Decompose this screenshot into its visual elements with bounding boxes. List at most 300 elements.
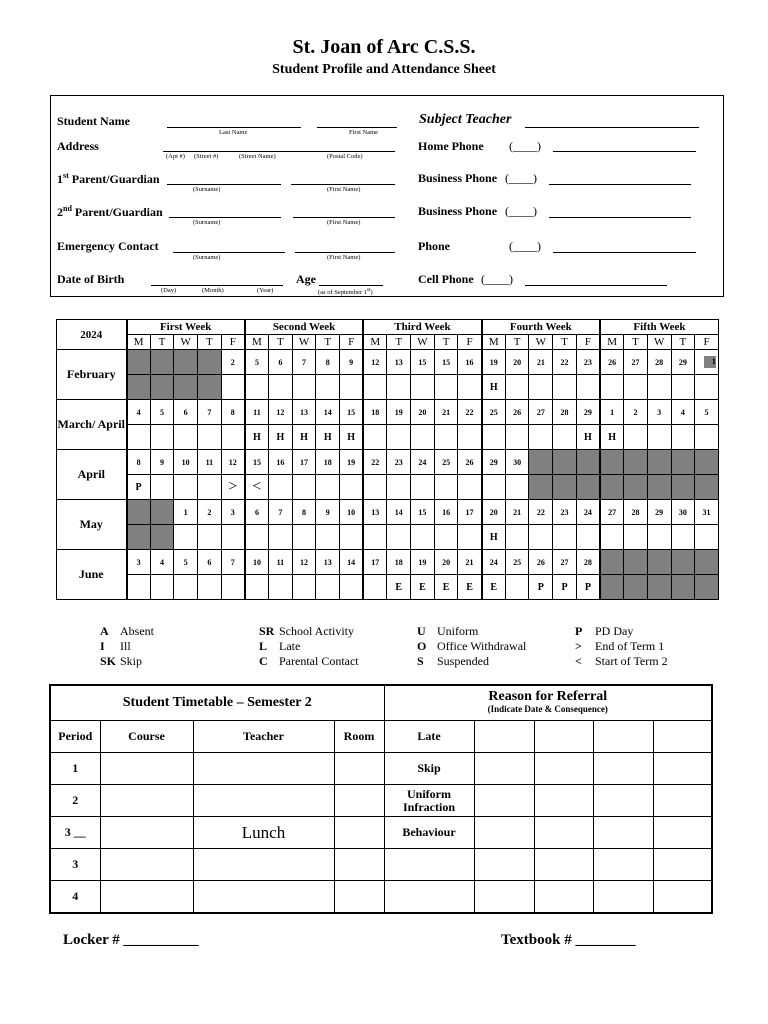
date-cell: 3 bbox=[221, 500, 245, 525]
attendance-mark-cell[interactable] bbox=[576, 475, 600, 500]
referral-cell[interactable] bbox=[593, 721, 653, 753]
attendance-mark-cell[interactable] bbox=[174, 525, 198, 550]
attendance-mark-cell[interactable] bbox=[529, 425, 553, 450]
address-field[interactable] bbox=[163, 151, 395, 152]
date-of-birth-field[interactable] bbox=[151, 285, 283, 286]
attendance-mark-cell[interactable] bbox=[600, 575, 624, 600]
legend-code: > bbox=[575, 639, 582, 653]
attendance-mark-cell[interactable] bbox=[624, 375, 648, 400]
date-cell: 8 bbox=[221, 400, 245, 425]
cell-phone-field[interactable] bbox=[525, 285, 667, 286]
attendance-mark-cell[interactable]: H bbox=[340, 425, 364, 450]
attendance-mark-cell[interactable] bbox=[624, 575, 648, 600]
legend-code: O bbox=[417, 639, 427, 653]
weekday-header: W bbox=[411, 335, 435, 350]
attendance-mark-cell[interactable] bbox=[292, 575, 316, 600]
attendance-mark-cell[interactable]: H bbox=[245, 425, 269, 450]
attendance-mark-cell[interactable] bbox=[316, 475, 340, 500]
legend-meaning: Absent bbox=[120, 624, 154, 638]
parent1-surname-field[interactable] bbox=[167, 184, 281, 185]
attendance-mark-cell[interactable] bbox=[363, 425, 387, 450]
date-cell: 23 bbox=[553, 500, 577, 525]
sheet-subtitle: Student Profile and Attendance Sheet bbox=[272, 62, 496, 77]
month-label: April bbox=[57, 450, 127, 500]
attendance-mark-cell[interactable]: H bbox=[269, 425, 293, 450]
date-cell: 21 bbox=[458, 550, 482, 575]
date-cell: 22 bbox=[553, 350, 577, 375]
referral-cell[interactable] bbox=[534, 785, 593, 817]
date-cell: 17 bbox=[363, 550, 387, 575]
course-cell[interactable] bbox=[100, 785, 193, 817]
referral-cell[interactable] bbox=[593, 753, 653, 785]
attendance-mark-cell[interactable] bbox=[150, 475, 174, 500]
attendance-mark-cell[interactable]: E bbox=[387, 575, 411, 600]
postal-code-hint: (Postal Code) bbox=[327, 153, 363, 160]
date-cell: 20 bbox=[505, 350, 529, 375]
parent1-firstname-field[interactable] bbox=[291, 184, 395, 185]
course-cell[interactable] bbox=[100, 817, 193, 849]
referral-cell[interactable] bbox=[653, 849, 712, 881]
attendance-mark-cell[interactable] bbox=[198, 475, 222, 500]
parent2-surname-field[interactable] bbox=[169, 217, 281, 218]
home-phone-label: Home Phone bbox=[418, 139, 484, 153]
referral-cell[interactable] bbox=[593, 849, 653, 881]
teacher-cell[interactable] bbox=[193, 849, 334, 881]
date-cell: 1 bbox=[174, 500, 198, 525]
attendance-mark-cell[interactable] bbox=[150, 425, 174, 450]
date-cell: 6 bbox=[245, 500, 269, 525]
attendance-mark-cell[interactable] bbox=[624, 525, 648, 550]
attendance-mark-cell[interactable] bbox=[671, 525, 695, 550]
period-number: 3 bbox=[50, 849, 100, 881]
date-cell: 28 bbox=[576, 550, 600, 575]
referral-cell[interactable] bbox=[653, 785, 712, 817]
attendance-mark-cell[interactable] bbox=[505, 375, 529, 400]
attendance-mark-cell[interactable] bbox=[458, 425, 482, 450]
referral-cell[interactable] bbox=[653, 817, 712, 849]
attendance-mark-cell[interactable] bbox=[576, 525, 600, 550]
attendance-mark-cell[interactable] bbox=[316, 525, 340, 550]
course-cell[interactable] bbox=[100, 753, 193, 785]
emergency-firstname-hint: (First Name) bbox=[327, 254, 361, 261]
date-cell: 5 bbox=[695, 400, 719, 425]
referral-cell[interactable] bbox=[593, 785, 653, 817]
date-cell: 14 bbox=[387, 500, 411, 525]
date-cell: 15 bbox=[340, 400, 364, 425]
attendance-mark-cell[interactable] bbox=[316, 375, 340, 400]
date-cell: 9 bbox=[150, 450, 174, 475]
attendance-mark-cell[interactable]: H bbox=[576, 425, 600, 450]
attendance-mark-cell[interactable] bbox=[245, 575, 269, 600]
room-cell[interactable] bbox=[334, 881, 384, 914]
weekday-header: W bbox=[647, 335, 671, 350]
date-cell: 16 bbox=[458, 350, 482, 375]
date-cell: 15 bbox=[434, 350, 458, 375]
legend-meaning: Ill bbox=[120, 639, 131, 653]
date-cell: 7 bbox=[198, 400, 222, 425]
last-name-field[interactable] bbox=[167, 127, 301, 128]
attendance-mark-cell[interactable] bbox=[695, 525, 719, 550]
referral-cell[interactable] bbox=[534, 753, 593, 785]
attendance-mark-cell[interactable] bbox=[340, 525, 364, 550]
date-cell: 15 bbox=[245, 450, 269, 475]
parent1-firstname-hint: (First Name) bbox=[327, 186, 361, 193]
attendance-mark-cell[interactable] bbox=[553, 475, 577, 500]
weekday-header: F bbox=[221, 335, 245, 350]
attendance-mark-cell[interactable]: < bbox=[245, 475, 269, 500]
legend-item bbox=[575, 639, 668, 654]
referral-cell[interactable] bbox=[474, 881, 534, 914]
date-cell: 9 bbox=[340, 350, 364, 375]
referral-cell[interactable] bbox=[593, 881, 653, 914]
age-field[interactable] bbox=[319, 285, 383, 286]
room-cell[interactable] bbox=[334, 849, 384, 881]
attendance-mark-cell[interactable] bbox=[576, 375, 600, 400]
attendance-mark-cell[interactable] bbox=[221, 575, 245, 600]
date-cell: 5 bbox=[245, 350, 269, 375]
course-cell[interactable] bbox=[100, 849, 193, 881]
attendance-mark-cell[interactable] bbox=[363, 525, 387, 550]
attendance-mark-cell[interactable] bbox=[269, 525, 293, 550]
attendance-mark-cell[interactable] bbox=[482, 475, 506, 500]
attendance-mark-cell[interactable] bbox=[269, 475, 293, 500]
attendance-mark-cell[interactable] bbox=[363, 475, 387, 500]
timetable-column-header: Teacher bbox=[193, 721, 334, 753]
date-cell bbox=[553, 450, 577, 475]
referral-cell[interactable] bbox=[474, 785, 534, 817]
referral-cell[interactable] bbox=[653, 721, 712, 753]
date-cell: 6 bbox=[269, 350, 293, 375]
attendance-mark-cell[interactable] bbox=[245, 525, 269, 550]
attendance-mark-cell[interactable]: E bbox=[482, 575, 506, 600]
attendance-mark-cell[interactable] bbox=[600, 375, 624, 400]
attendance-mark-cell[interactable] bbox=[695, 375, 719, 400]
attendance-mark-cell[interactable] bbox=[340, 475, 364, 500]
parent1-surname-hint: (Surname) bbox=[193, 186, 221, 193]
date-cell bbox=[198, 350, 222, 375]
date-cell bbox=[624, 550, 648, 575]
attendance-mark-cell[interactable] bbox=[458, 375, 482, 400]
attendance-mark-cell[interactable]: H bbox=[600, 425, 624, 450]
attendance-mark-cell[interactable] bbox=[245, 375, 269, 400]
home-phone-field[interactable] bbox=[553, 151, 696, 152]
attendance-mark-cell[interactable] bbox=[624, 425, 648, 450]
course-cell[interactable] bbox=[100, 881, 193, 914]
weekday-header: M bbox=[600, 335, 624, 350]
weekday-header: T bbox=[316, 335, 340, 350]
legend-item bbox=[259, 639, 359, 654]
referral-row-label bbox=[384, 881, 474, 914]
attendance-mark-cell[interactable]: H bbox=[292, 425, 316, 450]
attendance-mark-cell[interactable] bbox=[387, 375, 411, 400]
referral-cell[interactable] bbox=[534, 721, 593, 753]
attendance-mark-cell[interactable] bbox=[340, 575, 364, 600]
attendance-mark-cell[interactable] bbox=[671, 425, 695, 450]
attendance-mark-cell[interactable] bbox=[411, 475, 435, 500]
attendance-mark-cell[interactable]: E bbox=[411, 575, 435, 600]
attendance-mark-cell[interactable] bbox=[127, 425, 151, 450]
attendance-mark-cell[interactable] bbox=[624, 475, 648, 500]
date-cell: 7 bbox=[292, 350, 316, 375]
subject-teacher-field[interactable] bbox=[525, 127, 699, 128]
date-cell: 11 bbox=[198, 450, 222, 475]
attendance-mark-cell[interactable] bbox=[529, 475, 553, 500]
attendance-mark-cell[interactable] bbox=[221, 425, 245, 450]
attendance-mark-cell[interactable] bbox=[292, 475, 316, 500]
date-cell: 19 bbox=[387, 400, 411, 425]
first-name-field[interactable] bbox=[317, 127, 397, 128]
business-phone-label-2: Business Phone bbox=[418, 204, 498, 218]
attendance-mark-cell[interactable] bbox=[671, 475, 695, 500]
date-cell: 10 bbox=[340, 500, 364, 525]
weekday-header: W bbox=[529, 335, 553, 350]
referral-cell[interactable] bbox=[534, 849, 593, 881]
date-cell: 27 bbox=[624, 350, 648, 375]
date-cell: 10 bbox=[245, 550, 269, 575]
textbook-number-field[interactable]: Textbook # ________ bbox=[501, 932, 636, 948]
attendance-mark-cell[interactable] bbox=[387, 525, 411, 550]
room-cell[interactable] bbox=[334, 785, 384, 817]
date-cell: 12 bbox=[363, 350, 387, 375]
attendance-mark-cell[interactable] bbox=[198, 425, 222, 450]
room-cell[interactable] bbox=[334, 817, 384, 849]
attendance-mark-cell[interactable] bbox=[292, 525, 316, 550]
date-cell bbox=[150, 500, 174, 525]
teacher-cell[interactable] bbox=[193, 881, 334, 914]
business-phone-area-code-1: (____) bbox=[505, 171, 537, 185]
locker-number-field[interactable]: Locker # __________ bbox=[63, 932, 199, 948]
referral-row-label: Uniform Infraction bbox=[384, 785, 474, 817]
attendance-mark-cell[interactable] bbox=[505, 525, 529, 550]
attendance-mark-cell[interactable] bbox=[647, 475, 671, 500]
date-cell: 29 bbox=[671, 350, 695, 375]
date-cell: 6 bbox=[174, 400, 198, 425]
period-number: 4 bbox=[50, 881, 100, 914]
week-header: Fifth Week bbox=[600, 320, 718, 335]
legend-item bbox=[259, 654, 359, 669]
referral-row-label bbox=[384, 849, 474, 881]
date-cell: 20 bbox=[482, 500, 506, 525]
attendance-mark-cell[interactable] bbox=[553, 525, 577, 550]
attendance-mark-cell[interactable] bbox=[434, 425, 458, 450]
date-cell: 4 bbox=[671, 400, 695, 425]
weekday-header: W bbox=[174, 335, 198, 350]
emergency-contact-label: Emergency Contact bbox=[57, 239, 159, 253]
attendance-mark-cell[interactable] bbox=[647, 525, 671, 550]
attendance-mark-cell[interactable] bbox=[529, 375, 553, 400]
date-cell: 14 bbox=[316, 400, 340, 425]
attendance-mark-cell[interactable] bbox=[482, 425, 506, 450]
weekday-header: M bbox=[127, 335, 151, 350]
attendance-mark-cell[interactable] bbox=[387, 475, 411, 500]
attendance-mark-cell[interactable] bbox=[174, 575, 198, 600]
attendance-mark-cell[interactable]: P bbox=[529, 575, 553, 600]
date-cell: 11 bbox=[269, 550, 293, 575]
attendance-mark-cell[interactable]: H bbox=[316, 425, 340, 450]
legend-meaning: Suspended bbox=[437, 654, 489, 668]
legend-item bbox=[100, 624, 154, 639]
business-phone-area-code-2: (____) bbox=[505, 204, 537, 218]
attendance-mark-cell[interactable] bbox=[150, 575, 174, 600]
attendance-mark-cell[interactable] bbox=[174, 425, 198, 450]
attendance-mark-cell[interactable] bbox=[647, 375, 671, 400]
date-cell: 2 bbox=[198, 500, 222, 525]
referral-cell[interactable] bbox=[474, 721, 534, 753]
attendance-mark-cell[interactable] bbox=[316, 575, 340, 600]
room-cell[interactable] bbox=[334, 753, 384, 785]
legend-code: C bbox=[259, 654, 268, 668]
date-cell: 24 bbox=[411, 450, 435, 475]
attendance-mark-cell[interactable]: H bbox=[482, 525, 506, 550]
attendance-mark-cell[interactable] bbox=[600, 525, 624, 550]
emergency-firstname-field[interactable] bbox=[295, 252, 395, 253]
attendance-mark-cell[interactable]: P bbox=[553, 575, 577, 600]
attendance-mark-cell[interactable] bbox=[671, 375, 695, 400]
legend-meaning: Late bbox=[279, 639, 301, 653]
date-cell: 20 bbox=[434, 550, 458, 575]
last-name-hint: Last Name bbox=[219, 129, 248, 136]
attendance-mark-cell[interactable] bbox=[434, 525, 458, 550]
referral-cell[interactable] bbox=[474, 753, 534, 785]
date-cell: 2 bbox=[221, 350, 245, 375]
attendance-mark-cell[interactable] bbox=[150, 375, 174, 400]
attendance-mark-cell[interactable] bbox=[269, 575, 293, 600]
legend-meaning: School Activity bbox=[279, 624, 354, 638]
date-cell bbox=[600, 550, 624, 575]
legend-item bbox=[100, 639, 154, 654]
phone-label: Phone bbox=[418, 239, 451, 253]
business-phone-field-2[interactable] bbox=[549, 217, 691, 218]
date-cell: 12 bbox=[221, 450, 245, 475]
teacher-cell[interactable] bbox=[193, 785, 334, 817]
street-number-hint: (Street #) bbox=[194, 153, 219, 160]
attendance-mark-cell[interactable] bbox=[529, 525, 553, 550]
attendance-mark-cell[interactable] bbox=[434, 375, 458, 400]
referral-cell[interactable] bbox=[653, 753, 712, 785]
attendance-mark-cell[interactable] bbox=[505, 575, 529, 600]
attendance-mark-cell[interactable] bbox=[600, 475, 624, 500]
attendance-mark-cell[interactable] bbox=[671, 575, 695, 600]
attendance-mark-cell[interactable] bbox=[221, 525, 245, 550]
referral-cell[interactable] bbox=[653, 881, 712, 914]
date-cell bbox=[600, 450, 624, 475]
attendance-mark-cell[interactable] bbox=[174, 375, 198, 400]
date-cell: 29 bbox=[576, 400, 600, 425]
attendance-mark-cell[interactable] bbox=[363, 375, 387, 400]
cell-phone-area-code: (____) bbox=[481, 272, 513, 286]
attendance-mark-cell[interactable] bbox=[695, 425, 719, 450]
date-cell: 25 bbox=[434, 450, 458, 475]
attendance-mark-cell[interactable]: > bbox=[221, 475, 245, 500]
attendance-mark-cell[interactable] bbox=[411, 375, 435, 400]
attendance-mark-cell[interactable] bbox=[505, 425, 529, 450]
phone-field[interactable] bbox=[553, 252, 696, 253]
date-cell: 19 bbox=[482, 350, 506, 375]
attendance-mark-cell[interactable]: H bbox=[482, 375, 506, 400]
attendance-mark-cell[interactable] bbox=[387, 425, 411, 450]
attendance-mark-cell[interactable] bbox=[198, 375, 222, 400]
year-cell: 2024 bbox=[57, 320, 127, 350]
date-cell: 28 bbox=[647, 350, 671, 375]
street-name-hint: (Street Name) bbox=[239, 153, 276, 160]
attendance-mark-cell[interactable] bbox=[127, 525, 151, 550]
attendance-mark-cell[interactable] bbox=[198, 525, 222, 550]
attendance-mark-cell[interactable] bbox=[505, 475, 529, 500]
legend-meaning: PD Day bbox=[595, 624, 634, 638]
date-cell: 20 bbox=[411, 400, 435, 425]
attendance-mark-cell[interactable] bbox=[458, 525, 482, 550]
attendance-mark-cell[interactable] bbox=[553, 375, 577, 400]
attendance-mark-cell[interactable] bbox=[340, 375, 364, 400]
attendance-mark-cell[interactable] bbox=[647, 575, 671, 600]
business-phone-field-1[interactable] bbox=[549, 184, 691, 185]
date-cell bbox=[695, 350, 719, 375]
attendance-mark-cell[interactable] bbox=[269, 375, 293, 400]
weekday-header: W bbox=[292, 335, 316, 350]
attendance-mark-cell[interactable] bbox=[198, 575, 222, 600]
date-cell: 1 bbox=[600, 400, 624, 425]
attendance-mark-cell[interactable] bbox=[553, 425, 577, 450]
date-cell: 15 bbox=[411, 350, 435, 375]
referral-cell[interactable] bbox=[593, 817, 653, 849]
date-cell: 5 bbox=[174, 550, 198, 575]
attendance-mark-cell[interactable] bbox=[127, 575, 151, 600]
date-cell bbox=[647, 550, 671, 575]
legend-meaning: End of Term 1 bbox=[595, 639, 665, 653]
attendance-mark-cell[interactable] bbox=[150, 525, 174, 550]
attendance-mark-cell[interactable] bbox=[411, 525, 435, 550]
legend-meaning: Skip bbox=[120, 654, 143, 668]
week-header: Second Week bbox=[245, 320, 363, 335]
attendance-mark-cell[interactable] bbox=[695, 475, 719, 500]
date-cell bbox=[671, 450, 695, 475]
attendance-mark-cell[interactable] bbox=[127, 375, 151, 400]
referral-cell[interactable] bbox=[534, 817, 593, 849]
date-cell: 12 bbox=[269, 400, 293, 425]
student-name-label: Student Name bbox=[57, 114, 131, 128]
date-cell: 7 bbox=[269, 500, 293, 525]
referral-cell[interactable] bbox=[534, 881, 593, 914]
attendance-mark-cell[interactable] bbox=[458, 475, 482, 500]
attendance-mark-cell[interactable] bbox=[363, 575, 387, 600]
legend-item bbox=[417, 654, 526, 669]
emergency-surname-field[interactable] bbox=[173, 252, 285, 253]
attendance-mark-cell[interactable]: P bbox=[127, 475, 151, 500]
attendance-mark-cell[interactable] bbox=[221, 375, 245, 400]
attendance-mark-cell[interactable] bbox=[411, 425, 435, 450]
date-cell bbox=[576, 450, 600, 475]
parent2-firstname-field[interactable] bbox=[293, 217, 395, 218]
date-cell: 26 bbox=[505, 400, 529, 425]
referral-title: Reason for Referral bbox=[488, 689, 608, 704]
referral-cell[interactable] bbox=[474, 849, 534, 881]
legend-code: SR bbox=[259, 624, 275, 638]
weekday-header: M bbox=[245, 335, 269, 350]
attendance-mark-cell[interactable]: P bbox=[576, 575, 600, 600]
teacher-cell[interactable] bbox=[193, 753, 334, 785]
referral-cell[interactable] bbox=[474, 817, 534, 849]
attendance-mark-cell[interactable] bbox=[695, 575, 719, 600]
attendance-mark-cell[interactable] bbox=[174, 475, 198, 500]
attendance-mark-cell[interactable]: E bbox=[458, 575, 482, 600]
legend-meaning: Parental Contact bbox=[279, 654, 359, 668]
date-cell: 21 bbox=[529, 350, 553, 375]
attendance-mark-cell[interactable] bbox=[647, 425, 671, 450]
attendance-mark-cell[interactable]: E bbox=[434, 575, 458, 600]
attendance-mark-cell[interactable] bbox=[292, 375, 316, 400]
business-phone-label-1: Business Phone bbox=[418, 171, 498, 185]
attendance-mark-cell[interactable] bbox=[434, 475, 458, 500]
